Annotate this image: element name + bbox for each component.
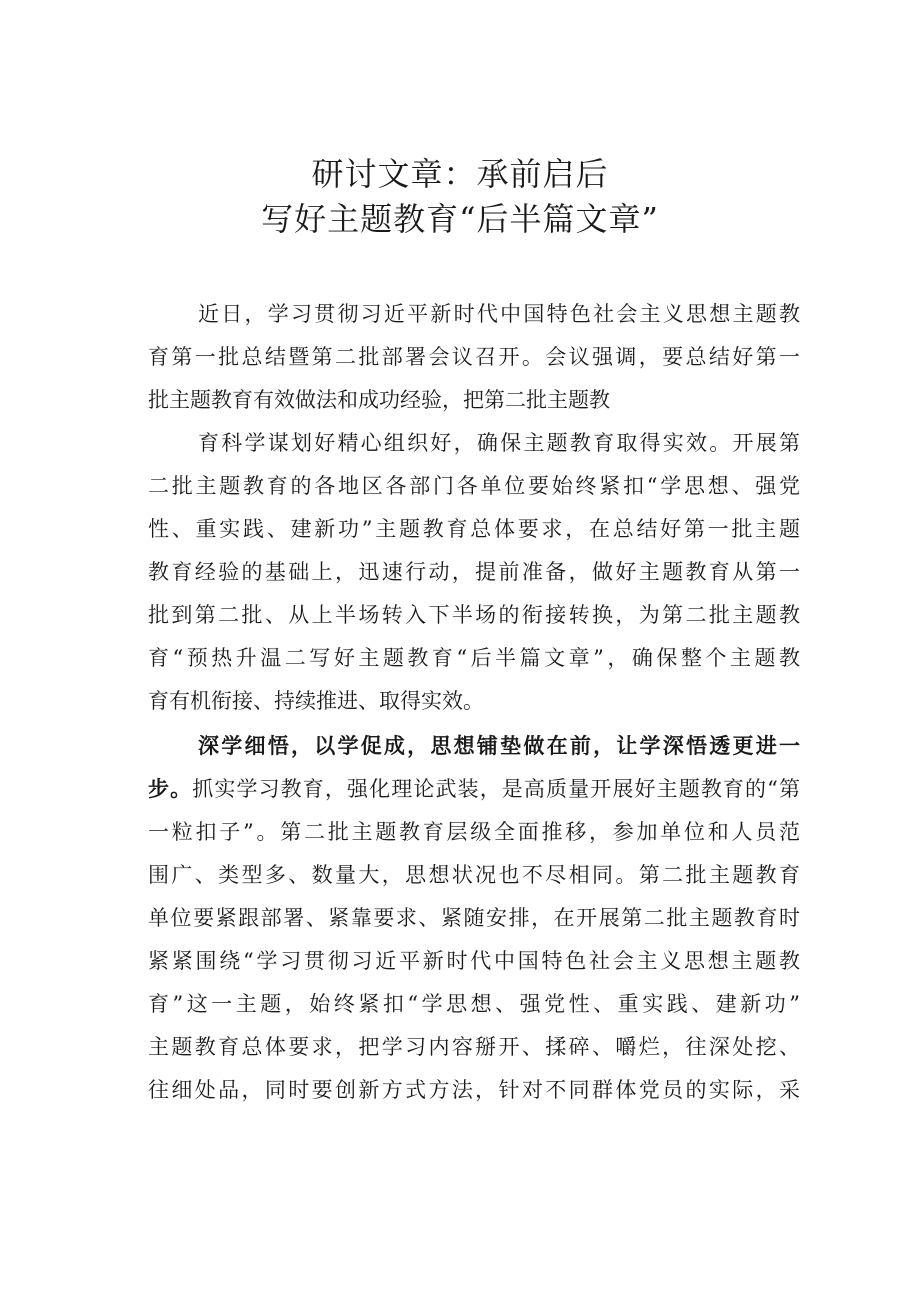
paragraph3-heading-end: 步。: [148, 776, 193, 801]
paragraph3-line: 育”这一主题，始终紧扣“学思想、强党性、重实践、建新功”: [148, 992, 800, 1016]
paragraph2-line: 教育经验的基础上，迅速行动，提前准备，做好主题教育从第一: [148, 560, 800, 584]
paragraph2-line: 育科学谋划好精心组织好，确保主题教育取得实效。开展第: [198, 431, 800, 455]
paragraph1-line: 批主题教育有效做法和成功经验，把第二批主题教: [148, 388, 610, 412]
paragraph1-line: 育第一批总结暨第二批部署会议召开。会议强调，要总结好第一: [148, 345, 800, 369]
document-title-line2: 写好主题教育“后半篇文章”: [261, 200, 659, 238]
paragraph2-line: 育有机衔接、持续推进、取得实效。: [148, 689, 484, 713]
paragraph3-line: 单位要紧跟部署、紧靠要求、紧随安排，在开展第二批主题教育时: [148, 906, 800, 930]
paragraph2-line: 二批主题教育的各地区各部门各单位要始终紧扣“学思想、强党: [148, 474, 800, 498]
paragraph3-line-text: 抓实学习教育，强化理论武装，是高质量开展好主题教育的“第: [192, 777, 800, 801]
paragraph2-line: 性、重实践、建新功”主题教育总体要求，在总结好第一批主题: [148, 517, 800, 541]
paragraph3-heading-line: 深学细悟，以学促成，思想铺垫做在前，让学深悟透更进一: [198, 733, 800, 758]
paragraph3-line: 主题教育总体要求，把学习内容掰开、揉碎、嚼烂，往深处挖、: [148, 1035, 800, 1059]
paragraph3-line: 往细处品，同时要创新方式方法，针对不同群体党员的实际，采: [148, 1078, 800, 1102]
paragraph2-line: 批到第二批、从上半场转入下半场的衔接转换，为第二批主题教: [148, 603, 800, 627]
paragraph1-line: 近日，学习贯彻习近平新时代中国特色社会主义思想主题教: [198, 302, 800, 326]
paragraph3-line: 紧紧围绕“学习贯彻习近平新时代中国特色社会主义思想主题教: [148, 949, 800, 973]
paragraph3-line: 围广、类型多、数量大，思想状况也不尽相同。第二批主题教育: [148, 863, 800, 887]
paragraph3-line: [148, 767, 800, 811]
paragraph2-line: 育“预热升温二写好主题教育“后半篇文章”，确保整个主题教: [148, 646, 800, 670]
document-title-line1: 研讨文章：承前启后: [311, 155, 609, 193]
paragraph3-line: 一粒扣子”。第二批主题教育层级全面推移，参加单位和人员范: [148, 820, 800, 844]
